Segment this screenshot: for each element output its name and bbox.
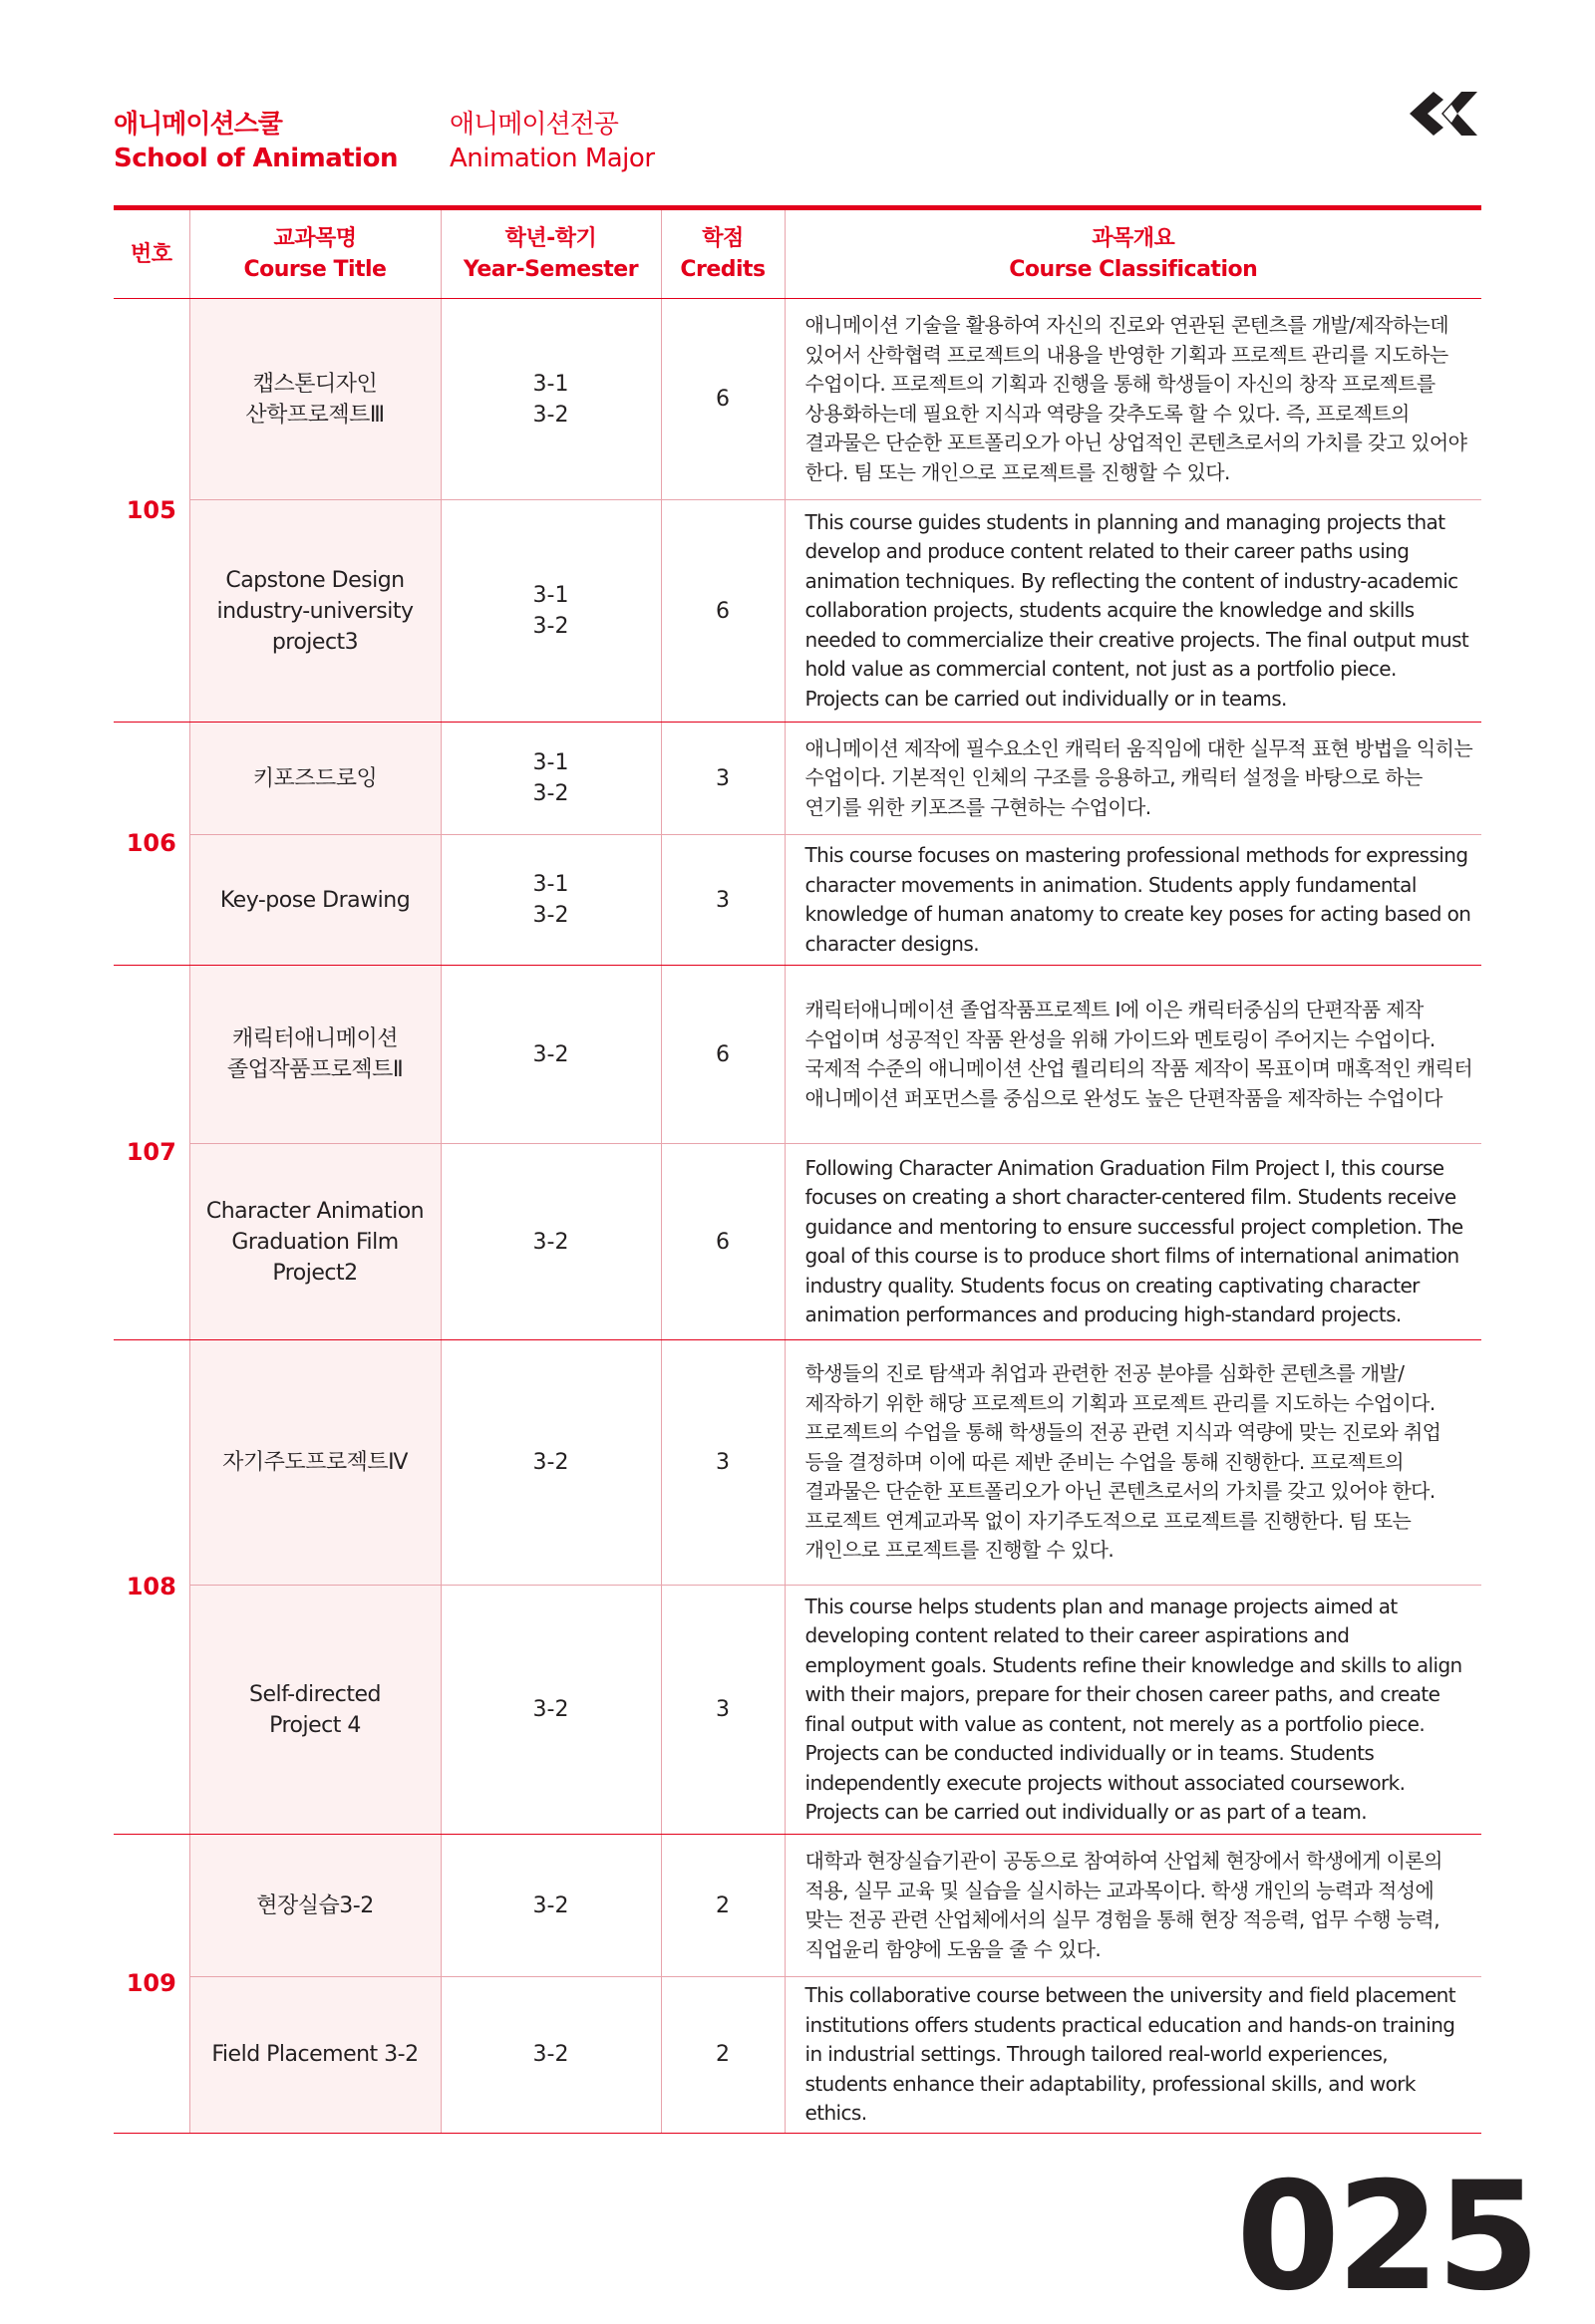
- header-classification: 과목개요 Course Classification: [785, 210, 1481, 299]
- course-number: 105: [114, 299, 189, 723]
- table-row: [114, 1977, 1481, 2134]
- credits: 6: [661, 299, 785, 500]
- course-title: 캡스톤디자인 산학프로젝트Ⅲ: [189, 299, 441, 500]
- table-header-row: [114, 210, 1481, 299]
- credits: 3: [661, 1586, 785, 1835]
- major-header: [450, 108, 655, 175]
- table-row: [114, 1586, 1481, 1835]
- table-row: [114, 1340, 1481, 1586]
- course-title: Character Animation Graduation Film Project2: [189, 1144, 441, 1340]
- course-title: Key-pose Drawing: [189, 835, 441, 966]
- course-number: 108: [114, 1340, 189, 1835]
- table-row: [114, 299, 1481, 500]
- course-description: Following Character Animation Graduation Film Project I, this course focuses on creating a short character-centered film. Students receive guidance and mentoring to ensure successful project completion. The goal of this course is to produce short films of international animation industry quality. Students focus on creating captivating character animation performances and producing high-standard projects.: [785, 1144, 1481, 1340]
- credits: 6: [661, 1144, 785, 1340]
- course-number: 109: [114, 1835, 189, 2134]
- ck-logo-icon: [1404, 88, 1483, 140]
- school-header: [114, 108, 398, 175]
- table-row: [114, 1835, 1481, 1977]
- year-semester: 3-1 3-2: [441, 835, 661, 966]
- major-name-ko: 애니메이션전공: [450, 110, 618, 140]
- year-semester: 3-2: [441, 1835, 661, 1977]
- course-description: This course focuses on mastering professional methods for expressing character movements in animation. Students apply fundamental knowledge of human anatomy to create key poses for acting based on character designs.: [785, 835, 1481, 966]
- credits: 3: [661, 723, 785, 835]
- table-row: [114, 1144, 1481, 1340]
- course-description: This course guides students in planning and managing projects that develop and produce content related to their career paths using animation techniques. By reflecting the content of industry-academic collaboration projects, students acquire the knowledge and skills needed to commercialize their creative projects. The final output must hold value as commercial content, not just as a portfolio piece. Projects can be carried out individually or in teams.: [785, 500, 1481, 723]
- credits: 6: [661, 500, 785, 723]
- table-row: [114, 723, 1481, 835]
- year-semester: 3-2: [441, 1340, 661, 1586]
- course-table: [114, 210, 1481, 2134]
- year-semester: 3-2: [441, 1144, 661, 1340]
- course-description: 애니메이션 제작에 필수요소인 캐릭터 움직임에 대한 실무적 표현 방법을 익히는 수업이다. 기본적인 인체의 구조를 응용하고, 캐릭터 설정을 바탕으로 하는 연기를 위한 키포즈를 구현하는 수업이다.: [785, 723, 1481, 835]
- header-year-semester: 학년-학기 Year-Semester: [441, 210, 661, 299]
- header-course-title: 교과목명 Course Title: [189, 210, 441, 299]
- header-credits: 학점 Credits: [661, 210, 785, 299]
- course-description: 캐릭터애니메이션 졸업작품프로젝트 I에 이은 캐릭터중심의 단편작품 제작 수업이며 성공적인 작품 완성을 위해 가이드와 멘토링이 주어지는 수업이다. 국제적 수준의 애니메이션 산업 퀄리티의 작품 제작이 목표이며 매혹적인 캐릭터 애니메이션 퍼포먼스를 중심으로 완성도 높은 단편작품을 제작하는 수업이다: [785, 966, 1481, 1144]
- course-description: 학생들의 진로 탐색과 취업과 관련한 전공 분야를 심화한 콘텐츠를 개발/제작하기 위한 해당 프로젝트의 기획과 프로젝트 관리를 지도하는 수업이다. 프로젝트의 수업을 통해 학생들의 전공 관련 지식과 역량에 맞는 진로와 취업 등을 결정하며 이에 따른 제반 준비는 수업을 통해 진행한다. 프로젝트의 결과물은 단순한 포트폴리오가 아닌 콘텐츠로서의 가치를 갖고 있어야 한다. 프로젝트 연계교과목 없이 자기주도적으로 프로젝트를 진행한다. 팀 또는 개인으로 프로젝트를 진행할 수 있다.: [785, 1340, 1481, 1586]
- course-description: 애니메이션 기술을 활용하여 자신의 진로와 연관된 콘텐츠를 개발/제작하는데 있어서 산학협력 프로젝트의 내용을 반영한 기획과 프로젝트 관리를 지도하는 수업이다. 프로젝트의 기획과 진행을 통해 학생들이 자신의 창작 프로젝트를 상용화하는데 필요한 지식과 역량을 갖추도록 할 수 있다. 즉, 프로젝트의 결과물은 단순한 포트폴리오가 아닌 상업적인 콘텐츠로서의 가치를 갖고 있어야 한다. 팀 또는 개인으로 프로젝트를 진행할 수 있다.: [785, 299, 1481, 500]
- course-description: This collaborative course between the university and field placement institutions offers students practical education and hands-on training in industrial settings. Through tailored real-world experiences, students enhance their adaptability, professional skills, and work ethics.: [785, 1977, 1481, 2134]
- course-title: Self-directed Project 4: [189, 1586, 441, 1835]
- table-row: [114, 966, 1481, 1144]
- course-number: 107: [114, 966, 189, 1340]
- major-name-en: Animation Major: [450, 144, 655, 173]
- course-title: 키포즈드로잉: [189, 723, 441, 835]
- table-row: [114, 835, 1481, 966]
- course-title: 자기주도프로젝트Ⅳ: [189, 1340, 441, 1586]
- credits: 2: [661, 1977, 785, 2134]
- course-title: Capstone Design industry-university project3: [189, 500, 441, 723]
- year-semester: 3-2: [441, 1586, 661, 1835]
- header-number: 번호: [114, 210, 189, 299]
- course-description: This course helps students plan and manage projects aimed at developing content related to their career aspirations and employment goals. Students refine their knowledge and skills to align with their majors, prepare for their chosen career paths, and create final output with value as content, not merely as a portfolio piece. Projects can be conducted individually or in teams. Students independently execute projects without associated coursework. Projects can be carried out individually or as part of a team.: [785, 1586, 1481, 1835]
- year-semester: 3-2: [441, 1977, 661, 2134]
- page-number: 025: [1236, 2151, 1537, 2324]
- table-row: [114, 500, 1481, 723]
- course-number: 106: [114, 723, 189, 966]
- school-name-en: School of Animation: [114, 144, 398, 173]
- course-title: 캐릭터애니메이션 졸업작품프로젝트Ⅱ: [189, 966, 441, 1144]
- credits: 3: [661, 835, 785, 966]
- year-semester: 3-1 3-2: [441, 723, 661, 835]
- credits: 3: [661, 1340, 785, 1586]
- course-description: 대학과 현장실습기관이 공동으로 참여하여 산업체 현장에서 학생에게 이론의 적용, 실무 교육 및 실습을 실시하는 교과목이다. 학생 개인의 능력과 적성에 맞는 전공 관련 산업체에서의 실무 경험을 통해 현장 적응력, 업무 수행 능력, 직업윤리 함양에 도움을 줄 수 있다.: [785, 1835, 1481, 1977]
- school-name-ko: 애니메이션스쿨: [114, 110, 282, 140]
- course-title: Field Placement 3-2: [189, 1977, 441, 2134]
- course-title: 현장실습3-2: [189, 1835, 441, 1977]
- credits: 2: [661, 1835, 785, 1977]
- year-semester: 3-2: [441, 966, 661, 1144]
- year-semester: 3-1 3-2: [441, 299, 661, 500]
- credits: 6: [661, 966, 785, 1144]
- year-semester: 3-1 3-2: [441, 500, 661, 723]
